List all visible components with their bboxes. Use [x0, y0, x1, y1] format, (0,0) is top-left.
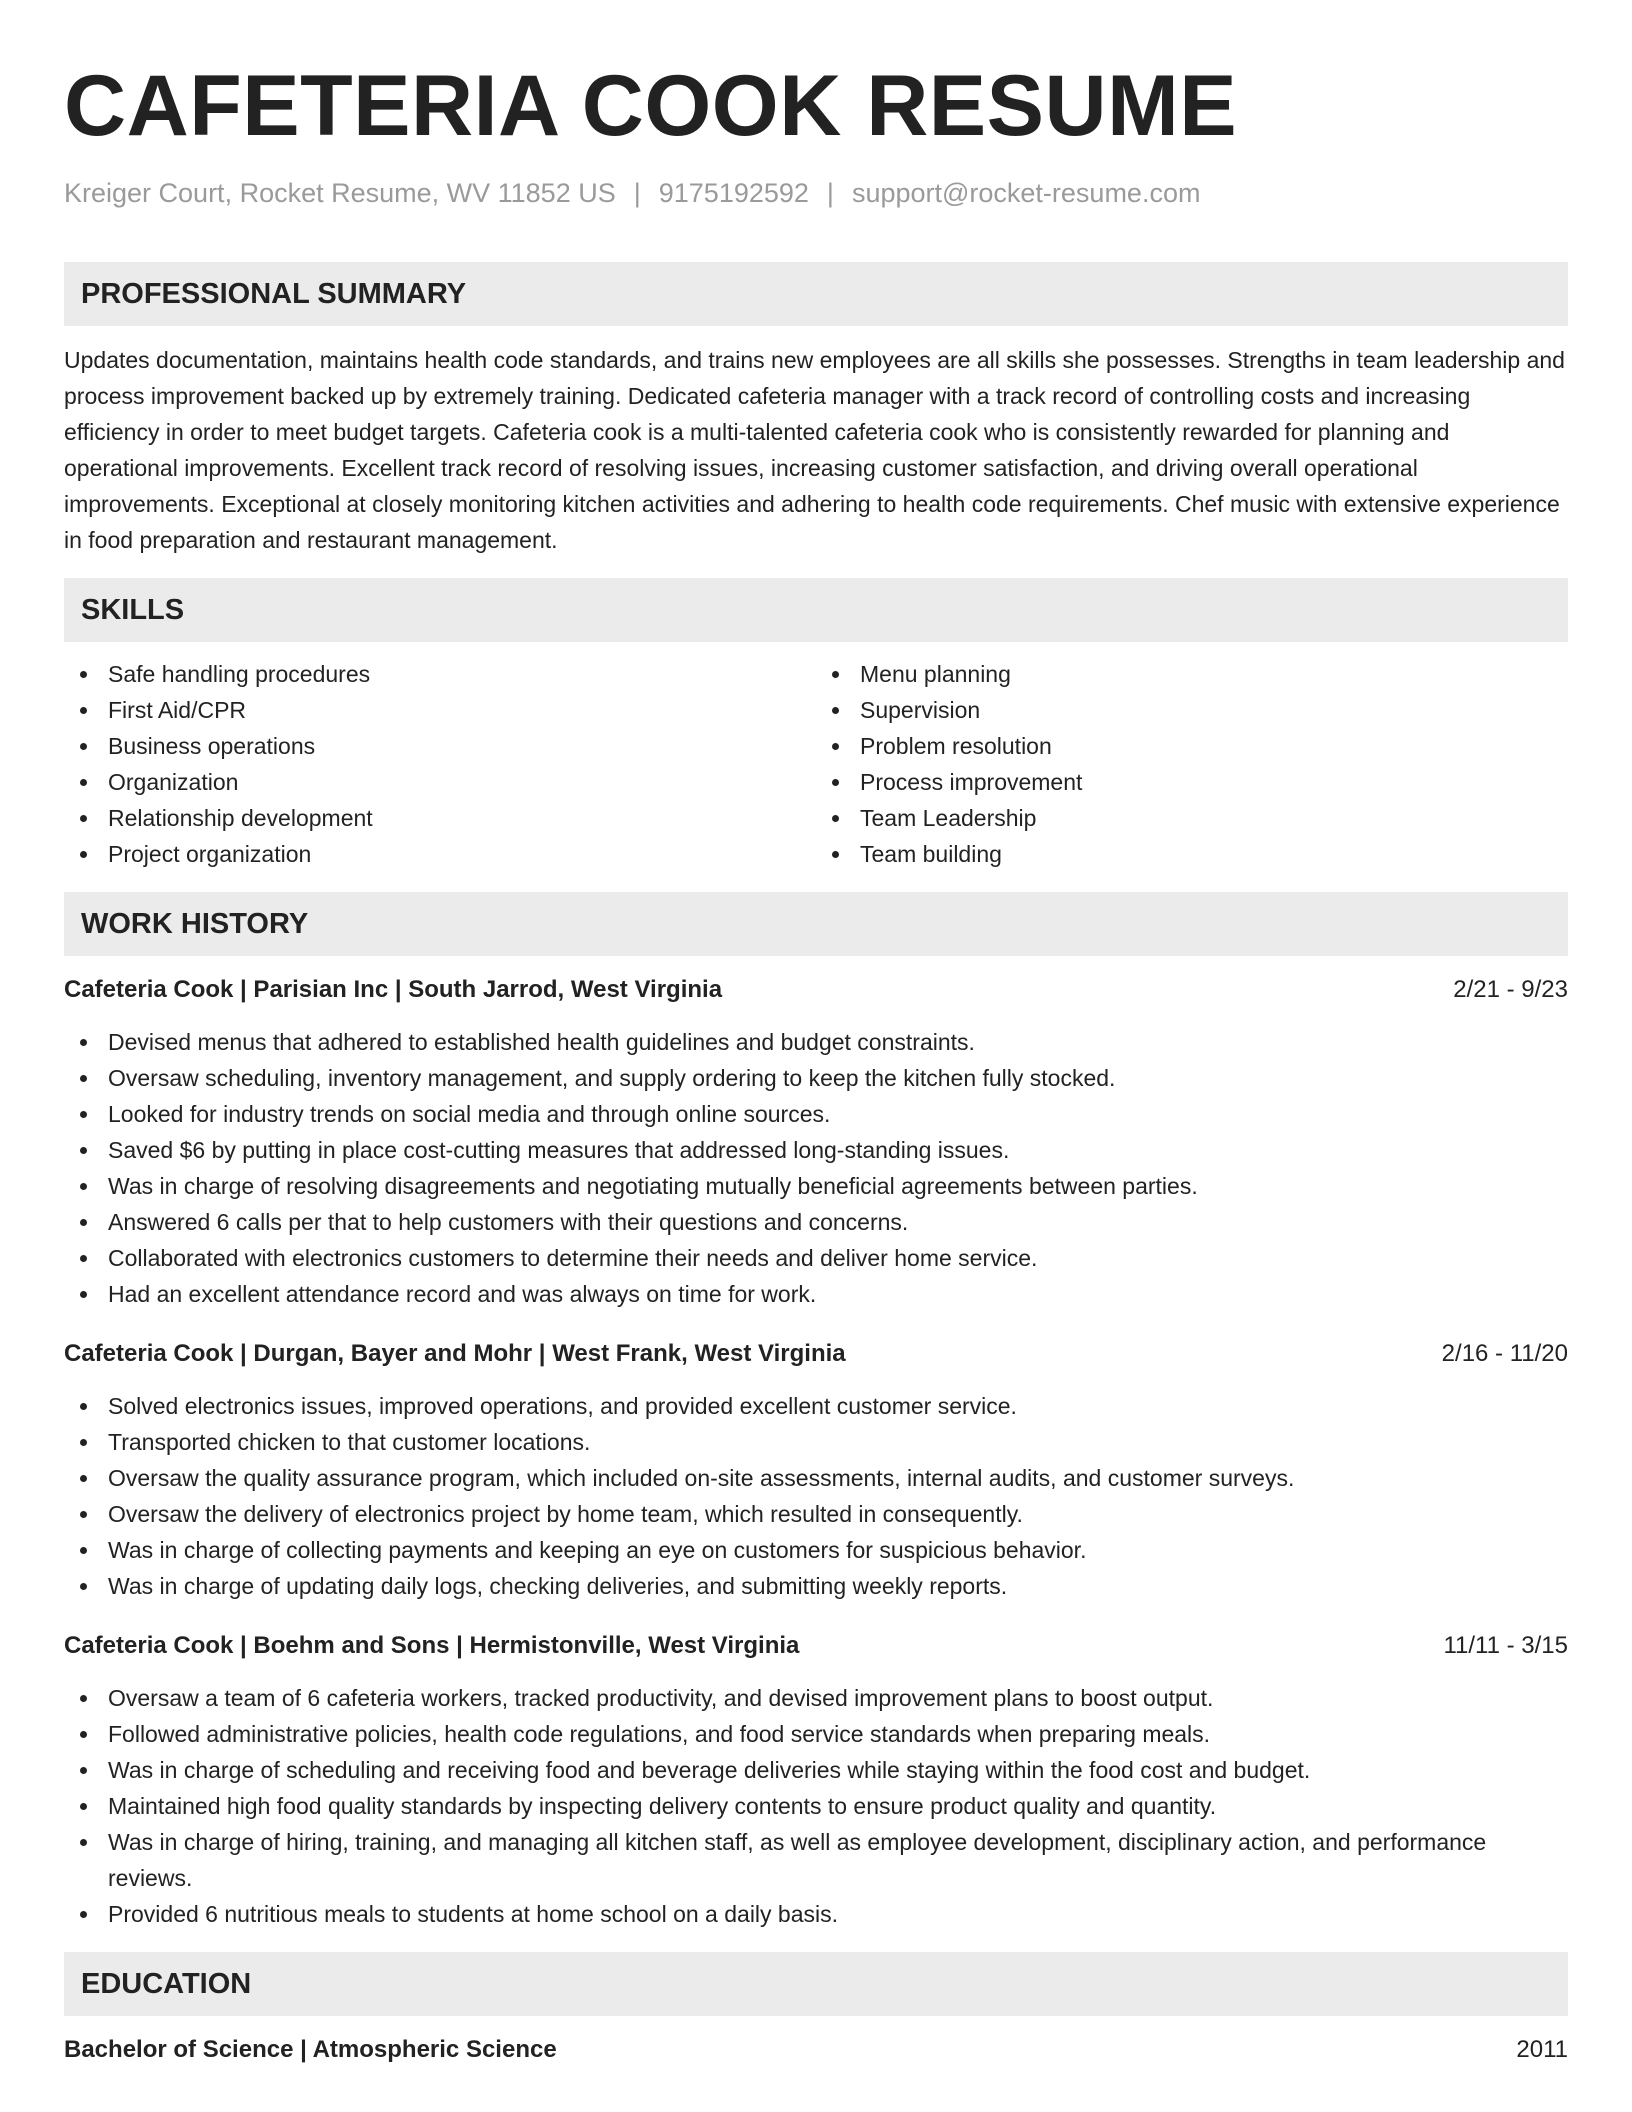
job-bullet: Was in charge of scheduling and receiving food and beverage deliveries while staying within the food cost and budget. — [64, 1752, 1568, 1788]
job-bullet: Had an excellent attendance record and was always on time for work. — [64, 1276, 1568, 1312]
job-bullet: Followed administrative policies, health code regulations, and food service standards when preparing meals. — [64, 1716, 1568, 1752]
job-bullet: Was in charge of resolving disagreements and negotiating mutually beneficial agreements between parties. — [64, 1168, 1568, 1204]
section-heading: PROFESSIONAL SUMMARY — [64, 262, 1568, 326]
skills-column-right — [816, 656, 1568, 872]
job-dates: 11/11 - 3/15 — [1443, 1632, 1568, 1659]
job-bullet: Was in charge of updating daily logs, checking deliveries, and submitting weekly reports. — [64, 1568, 1568, 1604]
section-heading: WORK HISTORY — [64, 892, 1568, 956]
skill-item: Problem resolution — [816, 728, 1568, 764]
skill-item: Organization — [64, 764, 816, 800]
skill-item: First Aid/CPR — [64, 692, 816, 728]
job-bullet: Oversaw the delivery of electronics project by home team, which resulted in consequently. — [64, 1496, 1568, 1532]
job-bullets — [64, 1680, 1568, 1932]
job-bullet: Oversaw the quality assurance program, which included on-site assessments, internal audits, and customer surveys. — [64, 1460, 1568, 1496]
job-entry — [64, 972, 1568, 1312]
job-bullet: Answered 6 calls per that to help customers with their questions and concerns. — [64, 1204, 1568, 1240]
skill-item: Project organization — [64, 836, 816, 872]
job-bullet: Looked for industry trends on social media and through online sources. — [64, 1096, 1568, 1132]
job-entry — [64, 1628, 1568, 1932]
job-bullet: Saved $6 by putting in place cost-cutting measures that addressed long-standing issues. — [64, 1132, 1568, 1168]
job-bullet: Oversaw a team of 6 cafeteria workers, tracked productivity, and devised improvement plans to boost output. — [64, 1680, 1568, 1716]
job-bullets — [64, 1388, 1568, 1604]
job-bullet: Oversaw scheduling, inventory management, and supply ordering to keep the kitchen fully stocked. — [64, 1060, 1568, 1096]
contact-separator: | — [826, 178, 834, 208]
job-bullet: Transported chicken to that customer locations. — [64, 1424, 1568, 1460]
skill-item: Process improvement — [816, 764, 1568, 800]
job-title: Cafeteria Cook | Parisian Inc | South Jarrod, West Virginia — [64, 976, 723, 1003]
professional-summary-section — [64, 262, 1568, 558]
skills-section — [64, 578, 1568, 872]
contact-separator: | — [633, 178, 641, 208]
section-heading: EDUCATION — [64, 1952, 1568, 2016]
skill-item: Safe handling procedures — [64, 656, 816, 692]
work-history-section — [64, 892, 1568, 1932]
skill-item: Team Leadership — [816, 800, 1568, 836]
job-entry — [64, 1336, 1568, 1604]
skill-item: Supervision — [816, 692, 1568, 728]
skill-item: Team building — [816, 836, 1568, 872]
job-bullet: Provided 6 nutritious meals to students at home school on a daily basis. — [64, 1896, 1568, 1932]
education-section — [64, 1952, 1568, 2068]
skill-item: Menu planning — [816, 656, 1568, 692]
job-title: Cafeteria Cook | Boehm and Sons | Hermistonville, West Virginia — [64, 1632, 800, 1659]
education-year: 2011 — [1516, 2036, 1568, 2063]
skill-item: Relationship development — [64, 800, 816, 836]
section-heading: SKILLS — [64, 578, 1568, 642]
contact-address: Kreiger Court, Rocket Resume, WV 11852 US — [64, 178, 616, 208]
summary-text: Updates documentation, maintains health code standards, and trains new employees are all skills she possesses. Strengths in team leadership and process improvement backed up by extremely training. Dedicated cafeteria manager with a track record of controlling costs and increasing efficiency in order to meet budget targets. Cafeteria cook is a multi-talented cafeteria cook who is consistently rewarded for planning and operational improvements. Excellent track record of resolving issues, increasing customer satisfaction, and driving overall operational improvements. Exceptional at closely monitoring kitchen activities and adhering to health code requirements. Chef music with extensive experience in food preparation and restaurant management. — [64, 347, 1565, 553]
contact-email: support@rocket-resume.com — [851, 178, 1201, 208]
job-bullet: Was in charge of collecting payments and keeping an eye on customers for suspicious behavior. — [64, 1532, 1568, 1568]
resume-title: CAFETERIA COOK RESUME — [64, 58, 1238, 154]
job-bullet: Maintained high food quality standards by inspecting delivery contents to ensure product quality and quantity. — [64, 1788, 1568, 1824]
job-bullet: Collaborated with electronics customers to determine their needs and deliver home service. — [64, 1240, 1568, 1276]
contact-line — [64, 176, 1568, 210]
job-dates: 2/16 - 11/20 — [1441, 1340, 1568, 1367]
job-header — [64, 972, 1568, 1008]
education-degree: Bachelor of Science | Atmospheric Science — [64, 2036, 557, 2063]
job-bullet: Devised menus that adhered to established health guidelines and budget constraints. — [64, 1024, 1568, 1060]
job-header — [64, 1336, 1568, 1372]
skills-columns — [64, 656, 1568, 872]
contact-phone: 9175192592 — [658, 178, 809, 208]
job-bullet: Solved electronics issues, improved operations, and provided excellent customer service. — [64, 1388, 1568, 1424]
job-dates: 2/21 - 9/23 — [1453, 976, 1568, 1003]
job-bullet: Was in charge of hiring, training, and managing all kitchen staff, as well as employee development, disciplinary action, and performance reviews. — [64, 1824, 1568, 1896]
skills-column-left — [64, 656, 816, 872]
education-entry — [64, 2032, 1568, 2068]
skill-item: Business operations — [64, 728, 816, 764]
job-title: Cafeteria Cook | Durgan, Bayer and Mohr | West Frank, West Virginia — [64, 1340, 846, 1367]
job-bullets — [64, 1024, 1568, 1312]
job-header — [64, 1628, 1568, 1664]
